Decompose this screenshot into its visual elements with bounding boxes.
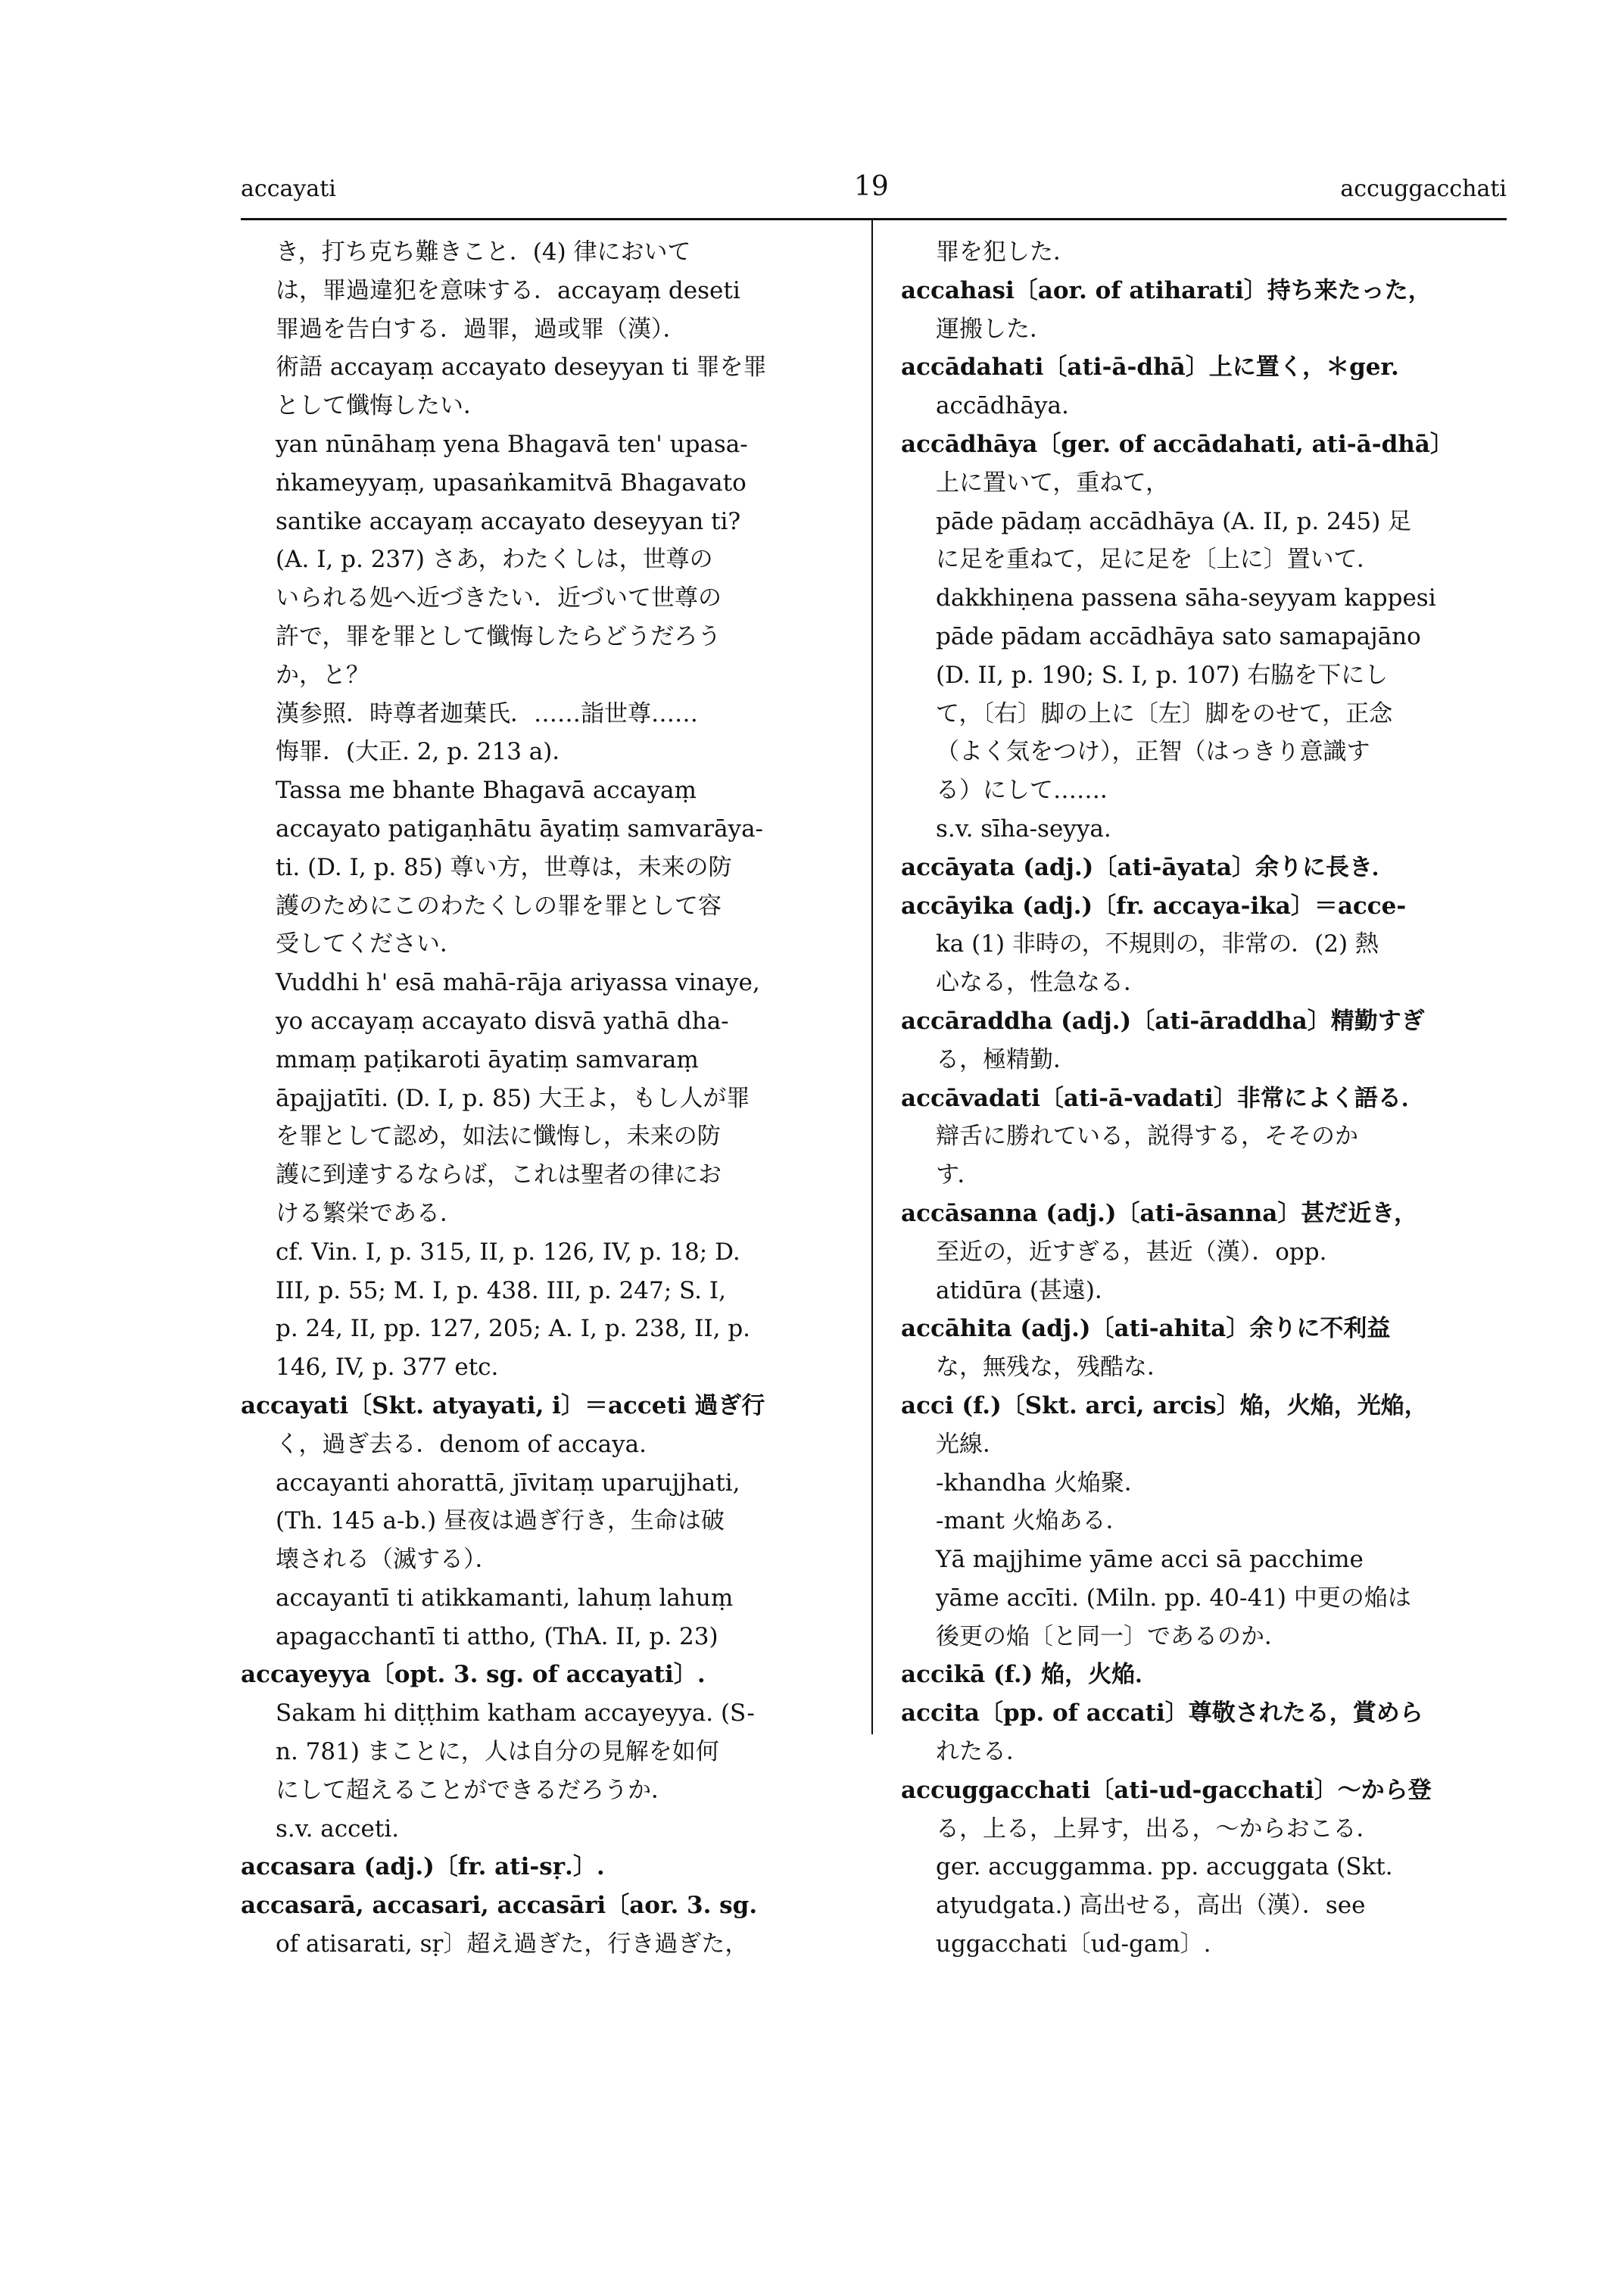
entry-text-line: (Th. 145 a-b.) 昼夜は過ぎ行き，生命は破 xyxy=(276,1507,725,1535)
entry-text-line: 漢参照．時尊者迦葉氏．……詣世尊…… xyxy=(276,699,698,727)
entry-headword-line: accasarā, accasari, accasāri〔aor. 3. sg. xyxy=(241,1892,758,1920)
entry-text-line: る）にして……． xyxy=(936,777,1124,805)
entry-text-line: 壊される（滅する）． xyxy=(276,1546,499,1574)
entry-text-line: に足を重ねて，足に足を〔上に〕置いて． xyxy=(936,546,1380,574)
left-column xyxy=(241,233,851,1964)
entry-text-line: Sakam hi diṭṭhim katham accayeyya. (S- xyxy=(276,1699,755,1728)
entry-text-line: る，極精勤． xyxy=(936,1045,1077,1073)
entry-headword-line: accita〔pp. of accati〕尊敬されたる，賞めら xyxy=(901,1699,1423,1728)
entry-text-line: dakkhiṇena passena sāha-seyyam kappesi xyxy=(936,584,1436,612)
entry-text-line: 光線． xyxy=(936,1430,1006,1458)
entry-text-line: pāde pādam accādhāya sato samapajāno xyxy=(936,622,1421,650)
entry-text-line: n. 781) まことに，人は自分の見解を如何 xyxy=(276,1738,719,1766)
entry-text-line: 受してください． xyxy=(276,930,463,958)
header-left-guideword: accayati xyxy=(241,176,336,202)
entry-text-line: yan nūnāhaṃ yena Bhagavā ten' upasa- xyxy=(276,430,748,458)
entry-text-line: Yā majjhime yāme acci sā pacchime xyxy=(936,1546,1364,1574)
entry-headword-line: accāyata (adj.)〔ati-āyata〕余りに長き． xyxy=(901,853,1395,881)
entry-headword-line: accāvadati〔ati-ā-vadati〕非常によく語る． xyxy=(901,1084,1425,1112)
entry-headword-line: accāsanna (adj.)〔ati-āsanna〕甚だ近き， xyxy=(901,1199,1418,1227)
entry-text-line: て，〔右〕脚の上に〔左〕脚をのせて，正念 xyxy=(936,699,1393,727)
entry-text-line: 辯舌に勝れている，説得する，そそのか xyxy=(936,1123,1358,1151)
entry-headword-line: accahasi〔aor. of atiharati〕持ち来たった， xyxy=(901,276,1432,304)
entry-text-line: Tassa me bhante Bhagavā accayaṃ xyxy=(276,777,697,805)
entry-text-line: yo accayaṃ accayato disvā yathā dha- xyxy=(276,1007,729,1035)
entry-headword-line: accayeyya〔opt. 3. sg. of accayati〕. xyxy=(241,1661,706,1689)
entry-text-line: 許で，罪を罪として懺悔したらどうだろう xyxy=(276,622,722,650)
entry-headword-line: accādhāya〔ger. of accādahati, ati-ā-dhā〕 xyxy=(901,430,1454,458)
entry-text-line: yāme accīti. (Miln. pp. 40-41) 中更の焔は xyxy=(936,1584,1411,1612)
entry-text-line: ける繁栄である． xyxy=(276,1199,463,1227)
entry-text-line: ṅkameyyaṃ, upasaṅkamitvā Bhagavato xyxy=(276,469,747,497)
entry-headword-line: accādahati〔ati-ā-dhā〕上に置く，＊ger. xyxy=(901,354,1399,382)
entry-text-line: s.v. sīha-seyya. xyxy=(936,815,1111,843)
entry-text-line: s.v. acceti. xyxy=(276,1815,400,1843)
entry-headword-line: accikā (f.) 焔，火焔． xyxy=(901,1661,1159,1689)
entry-text-line: 146, IV, p. 377 etc. xyxy=(276,1354,499,1382)
entry-text-line: 罪を犯した． xyxy=(936,238,1077,266)
page-number: 19 xyxy=(854,171,889,202)
entry-text-line: 心なる，性急なる． xyxy=(936,969,1147,997)
entry-text-line: 運搬した． xyxy=(936,315,1053,343)
entry-text-line: Vuddhi h' esā mahā-rāja ariyassa vinaye, xyxy=(276,969,760,997)
entry-text-line: 上に置いて，重ねて， xyxy=(936,469,1169,497)
entry-text-line: uggacchati〔ud-gam〕. xyxy=(936,1930,1211,1958)
column-divider xyxy=(871,220,873,1734)
entry-text-line: (D. II, p. 190; S. I, p. 107) 右脇を下にし xyxy=(936,661,1389,689)
entry-text-line: cf. Vin. I, p. 315, II, p. 126, IV, p. 18; D. xyxy=(276,1238,740,1266)
entry-text-line: accayanti ahorattā, jīvitaṃ uparujjhati, xyxy=(276,1469,740,1497)
entry-text-line: （よく気をつけ），正智（はっきり意識す xyxy=(936,738,1370,766)
entry-text-line: いられる処へ近づきたい．近づいて世尊の xyxy=(276,584,722,612)
entry-text-line: accayantī ti atikkamanti, lahuṃ lahuṃ xyxy=(276,1584,734,1612)
entry-text-line: āpajjatīti. (D. I, p. 85) 大王よ，もし人が罪 xyxy=(276,1084,750,1112)
entry-headword-line: acci (f.)〔Skt. arci, arcis〕焔，火焔，光焔， xyxy=(901,1391,1428,1419)
entry-text-line: 護に到達するならば，これは聖者の律にお xyxy=(276,1161,722,1189)
header-right-guideword: accuggacchati xyxy=(1340,176,1507,202)
entry-text-line: れたる． xyxy=(936,1738,1030,1766)
entry-text-line: (A. I, p. 237) さあ，わたくしは，世尊の xyxy=(276,546,713,574)
entry-text-line: santike accayaṃ accayato deseyyan ti? xyxy=(276,507,741,535)
entry-text-line: か，と？ xyxy=(276,661,369,689)
entry-headword-line: accāraddha (adj.)〔ati-āraddha〕精勤すぎ xyxy=(901,1007,1425,1035)
entry-text-line: 悔罪．(大正. 2, p. 213 a)． xyxy=(276,738,576,766)
entry-headword-line: accasara (adj.)〔fr. ati-sṛ.〕. xyxy=(241,1853,605,1881)
entry-headword-line: accāyika (adj.)〔fr. accaya-ika〕＝acce- xyxy=(901,892,1407,920)
entry-headword-line: accuggacchati〔ati-ud-gacchati〕〜から登 xyxy=(901,1776,1432,1804)
entry-text-line: apagacchantī ti attho, (ThA. II, p. 23) xyxy=(276,1622,718,1650)
entry-text-line: を罪として認め，如法に懺悔し，未来の防 xyxy=(276,1123,721,1151)
entry-text-line: 護のためにこのわたくしの罪を罪として容 xyxy=(276,892,722,920)
entry-text-line: of atisarati, sṛ〕超え過ぎた，行き過ぎた， xyxy=(276,1930,749,1958)
entry-text-line: 術語 accayaṃ accayato deseyyan ti 罪を罪 xyxy=(276,354,767,382)
entry-text-line: 至近の，近すぎる，甚近（漢）．opp. xyxy=(936,1238,1327,1266)
entry-text-line: る，上る，上昇す，出る，〜からおこる． xyxy=(936,1815,1380,1843)
entry-text-line: す． xyxy=(936,1161,981,1189)
entry-text-line: -khandha 火焔聚． xyxy=(936,1469,1148,1497)
entry-text-line: -mant 火焔ある． xyxy=(936,1507,1130,1535)
entry-text-line: な，無残な，残酷な． xyxy=(936,1354,1170,1382)
entry-text-line: atidūra (甚遠)． xyxy=(936,1276,1119,1304)
entry-text-line: III, p. 55; M. I, p. 438. III, p. 247; S. I, xyxy=(276,1276,726,1304)
entry-text-line: p. 24, II, pp. 127, 205; A. I, p. 238, II, p. xyxy=(276,1315,751,1343)
entry-headword-line: accāhita (adj.)〔ati-ahita〕余りに不利益 xyxy=(901,1315,1391,1343)
entry-text-line: 罪過を告白する．過罪，過或罪（漢）． xyxy=(276,315,687,343)
entry-text-line: ger. accuggamma. pp. accuggata (Skt. xyxy=(936,1853,1393,1881)
entry-text-line: く，過ぎ去る．denom of accaya. xyxy=(276,1430,647,1458)
header-rule xyxy=(241,218,1507,220)
entry-headword-line: accayati〔Skt. atyayati, i〕＝acceti 過ぎ行 xyxy=(241,1391,765,1419)
entry-text-line: mmaṃ paṭikaroti āyatiṃ samvaraṃ xyxy=(276,1045,699,1073)
entry-text-line: ti. (D. I, p. 85) 尊い方，世尊は，未来の防 xyxy=(276,853,732,881)
entry-text-line: にして超えることができるだろうか． xyxy=(276,1776,675,1804)
entry-text-line: pāde pādaṃ accādhāya (A. II, p. 245) 足 xyxy=(936,507,1412,535)
page-header xyxy=(241,171,1507,220)
entry-text-line: き，打ち克ち難きこと．(4) 律において xyxy=(276,238,691,266)
entry-text-line: accādhāya. xyxy=(936,392,1069,420)
entry-text-line: ka (1) 非時の，不規則の，非常の．(2) 熱 xyxy=(936,930,1379,958)
entry-text-line: accayato patigaṇhātu āyatiṃ samvarāya- xyxy=(276,815,764,843)
entry-text-line: 後更の焔〔と同一〕であるのか． xyxy=(936,1622,1288,1650)
entry-text-line: atyudgata.) 高出せる，高出（漢）．see xyxy=(936,1892,1366,1920)
entry-text-line: として懺悔したい． xyxy=(276,392,487,420)
entry-text-line: は，罪過違犯を意味する．accayaṃ deseti xyxy=(276,276,740,304)
right-column xyxy=(901,233,1507,1964)
